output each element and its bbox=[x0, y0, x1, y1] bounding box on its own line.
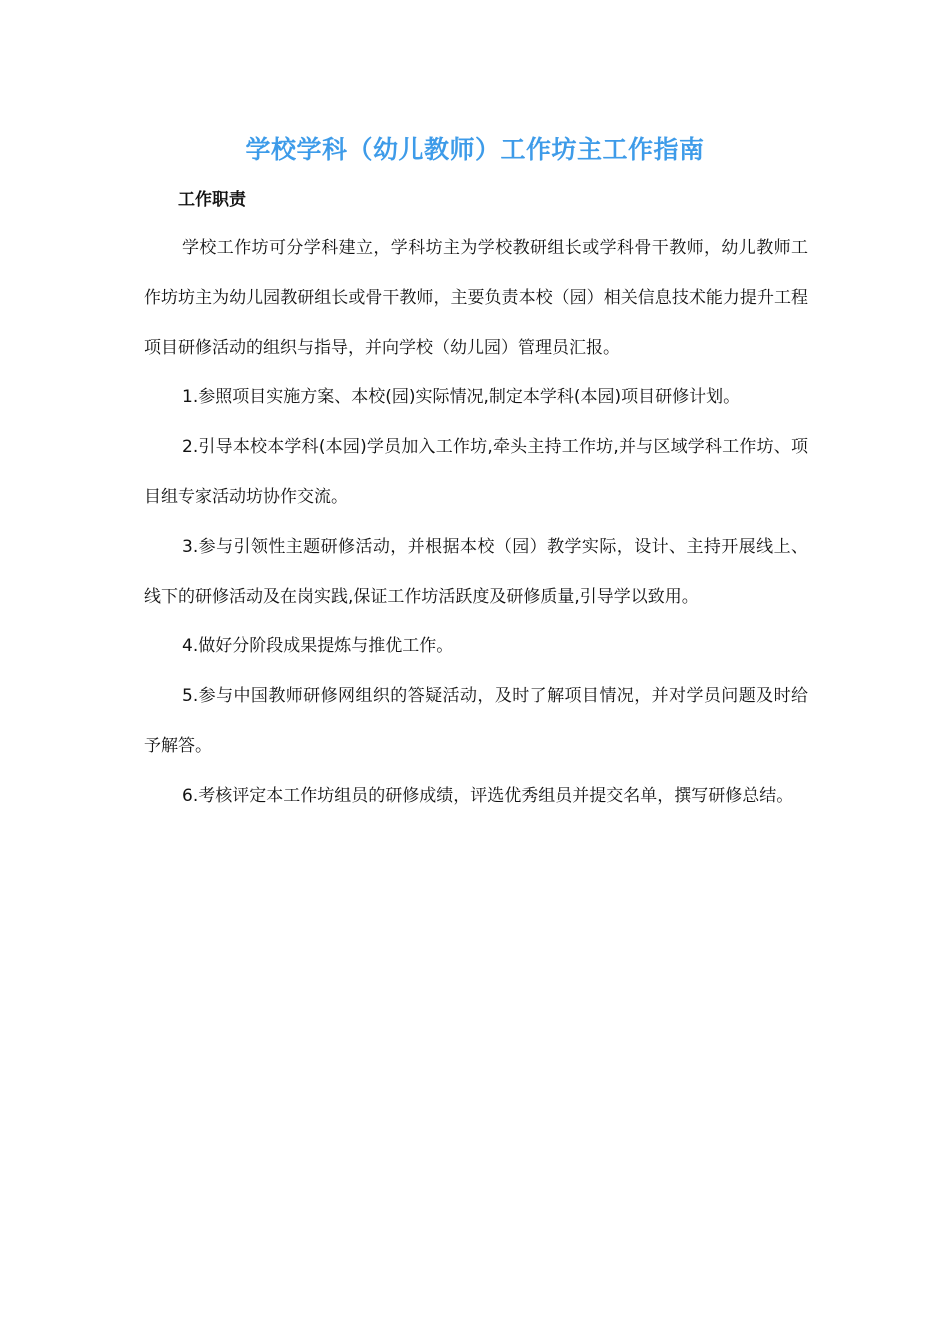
paragraph-item-3: 3.参与引领性主题研修活动，并根据本校（园）教学实际，设计、主持开展线上、线下的研修活动及在岗实践,保证工作坊活跃度及研修质量,引导学以致用。 bbox=[144, 536, 808, 607]
paragraph-intro: 学校工作坊可分学科建立，学科坊主为学校教研组长或学科骨干教师，幼儿教师工作坊坊主为幼儿园教研组长或骨干教师，主要负责本校（园）相关信息技术能力提升工程项目研修活动的组织与指导，并向学校（幼儿园）管理员汇报。 bbox=[144, 238, 808, 358]
paragraph-item-2: 2.引导本校本学科(本园)学员加入工作坊,牵头主持工作坊,并与区域学科工作坊、项目组专家活动坊协作交流。 bbox=[144, 437, 808, 507]
paragraph-item-5: 5.参与中国教师研修网组织的答疑活动，及时了解项目情况，并对学员问题及时给予解答。 bbox=[144, 686, 808, 756]
paragraph-item-4: 4.做好分阶段成果提炼与推优工作。 bbox=[182, 636, 454, 657]
document-body bbox=[144, 224, 808, 822]
paragraph-item-6: 6.考核评定本工作坊组员的研修成绩，评选优秀组员并提交名单，撰写研修总结。 bbox=[182, 785, 794, 806]
document-title: 学校学科（幼儿教师）工作坊主工作指南 bbox=[245, 135, 705, 164]
paragraph-item-1: 1.参照项目实施方案、本校(园)实际情况,制定本学科(本园)项目研修计划。 bbox=[182, 387, 741, 408]
section-heading: 工作职责 bbox=[178, 190, 246, 210]
